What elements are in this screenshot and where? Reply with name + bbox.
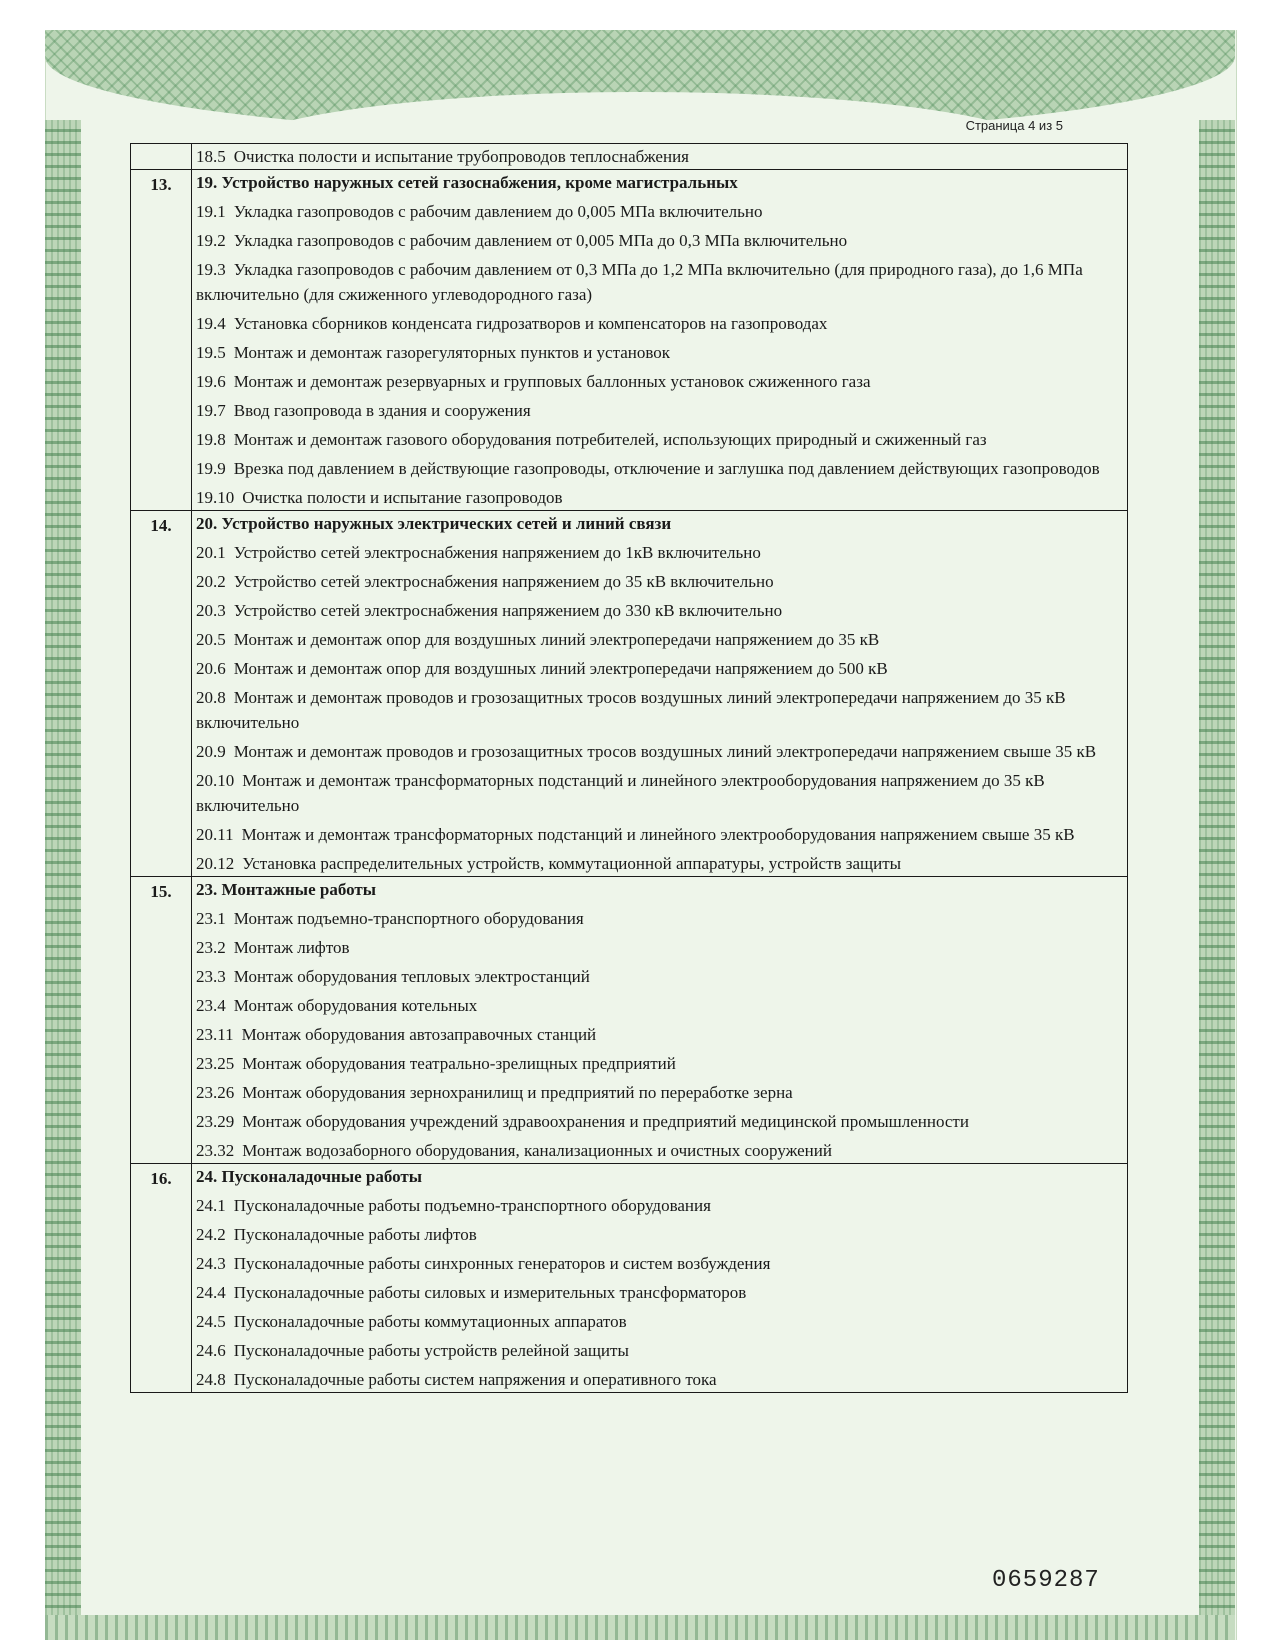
- work-item-text: Монтаж и демонтаж трансформаторных подстанций и линейного электрооборудования напряжением до 35 кВ включительно: [196, 771, 1045, 815]
- work-item-code: 24.3: [196, 1254, 226, 1273]
- work-item: [196, 257, 1117, 307]
- ornamental-border-right: [1199, 120, 1235, 1620]
- section-title: 23. Монтажные работы: [196, 880, 376, 899]
- row-number: 14.: [131, 511, 192, 877]
- work-item-text: Пусконаладочные работы устройств релейной защиты: [233, 1341, 629, 1360]
- work-item-text: Монтаж и демонтаж газового оборудования потребителей, использующих природный и сжиженный газ: [233, 430, 987, 449]
- work-item-code: 19.8: [196, 430, 226, 449]
- work-item-text: Монтаж подъемно-транспортного оборудования: [233, 909, 584, 928]
- work-item: [196, 340, 1117, 365]
- work-item-text: Монтаж оборудования театрально-зрелищных предприятий: [242, 1054, 676, 1073]
- ornamental-border-left: [45, 120, 81, 1620]
- ornamental-border-bottom: [45, 1615, 1235, 1640]
- work-item-code: 23.32: [196, 1141, 235, 1160]
- work-item-code: 23.26: [196, 1083, 235, 1102]
- work-item-code: 20.5: [196, 630, 226, 649]
- work-item-text: Монтаж и демонтаж проводов и грозозащитных тросов воздушных линий электропередачи напряжением свыше 35 кВ: [233, 742, 1097, 761]
- work-item: [196, 369, 1117, 394]
- work-item: [196, 398, 1117, 423]
- work-item: [196, 1338, 1117, 1363]
- work-item-text: Пусконаладочные работы систем напряжения и оперативного тока: [233, 1370, 717, 1389]
- work-item: [196, 456, 1117, 481]
- work-item: [196, 485, 1117, 510]
- work-item-text: Монтаж и демонтаж проводов и грозозащитных тросов воздушных линий электропередачи напряжением до 35 кВ включительно: [196, 688, 1066, 732]
- work-item: [196, 1251, 1117, 1276]
- work-item-text: Пусконаладочные работы коммутационных аппаратов: [233, 1312, 627, 1331]
- work-item: [196, 1051, 1117, 1076]
- row-description: [192, 144, 1128, 170]
- work-item-code: 24.6: [196, 1341, 226, 1360]
- work-item: [196, 569, 1117, 594]
- work-item-code: 20.9: [196, 742, 226, 761]
- work-item-text: Пусконаладочные работы подъемно-транспортного оборудования: [233, 1196, 711, 1215]
- work-item: [196, 1193, 1117, 1218]
- work-item-code: 24.1: [196, 1196, 226, 1215]
- work-item-code: 20.12: [196, 854, 235, 873]
- work-item: [196, 1309, 1117, 1334]
- table-row: [131, 877, 1128, 1164]
- work-item-code: 20.6: [196, 659, 226, 678]
- work-item-text: Пусконаладочные работы синхронных генераторов и систем возбуждения: [233, 1254, 771, 1273]
- page-number: Страница 4 из 5: [965, 118, 1063, 133]
- work-item-text: Пусконаладочные работы лифтов: [233, 1225, 477, 1244]
- work-item-code: 24.5: [196, 1312, 226, 1331]
- work-item: [196, 144, 1117, 169]
- work-item-text: Установка сборников конденсата гидрозатворов и компенсаторов на газопроводах: [233, 314, 828, 333]
- row-description: [192, 1164, 1128, 1393]
- work-item-code: 19.2: [196, 231, 226, 250]
- work-item-text: Пусконаладочные работы силовых и измерительных трансформаторов: [233, 1283, 747, 1302]
- work-item-code: 19.3: [196, 260, 226, 279]
- work-item-text: Установка распределительных устройств, коммутационной аппаратуры, устройств защиты: [242, 854, 902, 873]
- work-item: [196, 1367, 1117, 1392]
- work-item: [196, 768, 1117, 818]
- work-item-text: Монтаж оборудования автозаправочных станций: [241, 1025, 597, 1044]
- work-item-code: 23.29: [196, 1112, 235, 1131]
- work-item-text: Монтаж и демонтаж опор для воздушных линий электропередачи напряжением до 35 кВ: [233, 630, 880, 649]
- work-item-code: 23.25: [196, 1054, 235, 1073]
- work-item: [196, 656, 1117, 681]
- work-item-text: Монтаж оборудования зернохранилищ и предприятий по переработке зерна: [242, 1083, 793, 1102]
- work-item-text: Укладка газопроводов с рабочим давлением от 0,3 МПа до 1,2 МПа включительно (для природного газа), до 1,6 МПа включительно (для сжиженного углеводородного газа): [196, 260, 1083, 304]
- row-description: [192, 877, 1128, 1164]
- work-item-code: 20.8: [196, 688, 226, 707]
- work-item-code: 19.6: [196, 372, 226, 391]
- work-item-text: Очистка полости и испытание трубопроводов теплоснабжения: [233, 147, 689, 166]
- work-item-text: Монтаж и демонтаж газорегуляторных пунктов и установок: [233, 343, 671, 362]
- work-item-text: Очистка полости и испытание газопроводов: [242, 488, 563, 507]
- work-item-text: Монтаж оборудования котельных: [233, 996, 478, 1015]
- work-item: [196, 1109, 1117, 1134]
- works-table-body: [131, 144, 1128, 1393]
- work-item: [196, 427, 1117, 452]
- row-number: 13.: [131, 170, 192, 511]
- work-item-code: 23.4: [196, 996, 226, 1015]
- table-row: [131, 511, 1128, 877]
- work-item-code: 24.8: [196, 1370, 226, 1389]
- work-item-text: Ввод газопровода в здания и сооружения: [233, 401, 531, 420]
- row-description: [192, 170, 1128, 511]
- work-item: [196, 685, 1117, 735]
- work-item-code: 19.1: [196, 202, 226, 221]
- work-item-text: Устройство сетей электроснабжения напряжением до 35 кВ включительно: [233, 572, 774, 591]
- work-item: [196, 964, 1117, 989]
- serial-number: 0659287: [992, 1567, 1100, 1594]
- works-table: [130, 143, 1128, 1393]
- row-number: [131, 144, 192, 170]
- work-item-code: 20.11: [196, 825, 234, 844]
- work-item-code: 24.2: [196, 1225, 226, 1244]
- work-item-text: Укладка газопроводов с рабочим давлением до 0,005 МПа включительно: [233, 202, 763, 221]
- work-item-code: 23.1: [196, 909, 226, 928]
- work-item: [196, 228, 1117, 253]
- work-item-text: Монтаж водозаборного оборудования, канализационных и очистных сооружений: [242, 1141, 832, 1160]
- work-item-code: 19.4: [196, 314, 226, 333]
- section-title: 24. Пусконаладочные работы: [196, 1167, 423, 1186]
- work-item: [196, 1080, 1117, 1105]
- work-item-text: Монтаж и демонтаж трансформаторных подстанций и линейного электрооборудования напряжением свыше 35 кВ: [241, 825, 1075, 844]
- work-item: [196, 1022, 1117, 1047]
- work-item: [196, 739, 1117, 764]
- work-item-code: 19.7: [196, 401, 226, 420]
- work-item-code: 23.11: [196, 1025, 234, 1044]
- work-item-text: Монтаж оборудования тепловых электростанций: [233, 967, 590, 986]
- work-item-text: Монтаж лифтов: [233, 938, 350, 957]
- work-item: [196, 311, 1117, 336]
- table-row: [131, 144, 1128, 170]
- table-row: [131, 170, 1128, 511]
- work-item-text: Монтаж и демонтаж опор для воздушных линий электропередачи напряжением до 500 кВ: [233, 659, 888, 678]
- work-item-code: 19.5: [196, 343, 226, 362]
- section-title: 20. Устройство наружных электрических сетей и линий связи: [196, 514, 672, 533]
- work-item: [196, 598, 1117, 623]
- work-item-code: 20.3: [196, 601, 226, 620]
- work-item-text: Монтаж оборудования учреждений здравоохранения и предприятий медицинской промышленности: [242, 1112, 969, 1131]
- work-item: [196, 540, 1117, 565]
- work-item: [196, 906, 1117, 931]
- work-item-text: Устройство сетей электроснабжения напряжением до 1кВ включительно: [233, 543, 761, 562]
- row-number: 15.: [131, 877, 192, 1164]
- work-item: [196, 935, 1117, 960]
- work-item: [196, 1222, 1117, 1247]
- work-item-code: 23.2: [196, 938, 226, 957]
- work-item-code: 19.9: [196, 459, 226, 478]
- row-description: [192, 511, 1128, 877]
- work-item-text: Укладка газопроводов с рабочим давлением от 0,005 МПа до 0,3 МПа включительно: [233, 231, 848, 250]
- work-item-code: 20.2: [196, 572, 226, 591]
- work-item-code: 24.4: [196, 1283, 226, 1302]
- work-item: [196, 199, 1117, 224]
- work-item-code: 20.10: [196, 771, 235, 790]
- work-item-text: Врезка под давлением в действующие газопроводы, отключение и заглушка под давлением действующих газопроводов: [233, 459, 1100, 478]
- work-item-code: 20.1: [196, 543, 226, 562]
- work-item: [196, 627, 1117, 652]
- work-item-text: Монтаж и демонтаж резервуарных и групповых баллонных установок сжиженного газа: [233, 372, 871, 391]
- section-title: 19. Устройство наружных сетей газоснабжения, кроме магистральных: [196, 173, 738, 192]
- work-item-code: 23.3: [196, 967, 226, 986]
- work-item-text: Устройство сетей электроснабжения напряжением до 330 кВ включительно: [233, 601, 783, 620]
- work-item: [196, 851, 1117, 876]
- work-item-code: 18.5: [196, 147, 226, 166]
- work-item: [196, 993, 1117, 1018]
- work-item: [196, 1280, 1117, 1305]
- row-number: 16.: [131, 1164, 192, 1393]
- work-item: [196, 1138, 1117, 1163]
- work-item-code: 19.10: [196, 488, 235, 507]
- work-item: [196, 822, 1117, 847]
- table-row: [131, 1164, 1128, 1393]
